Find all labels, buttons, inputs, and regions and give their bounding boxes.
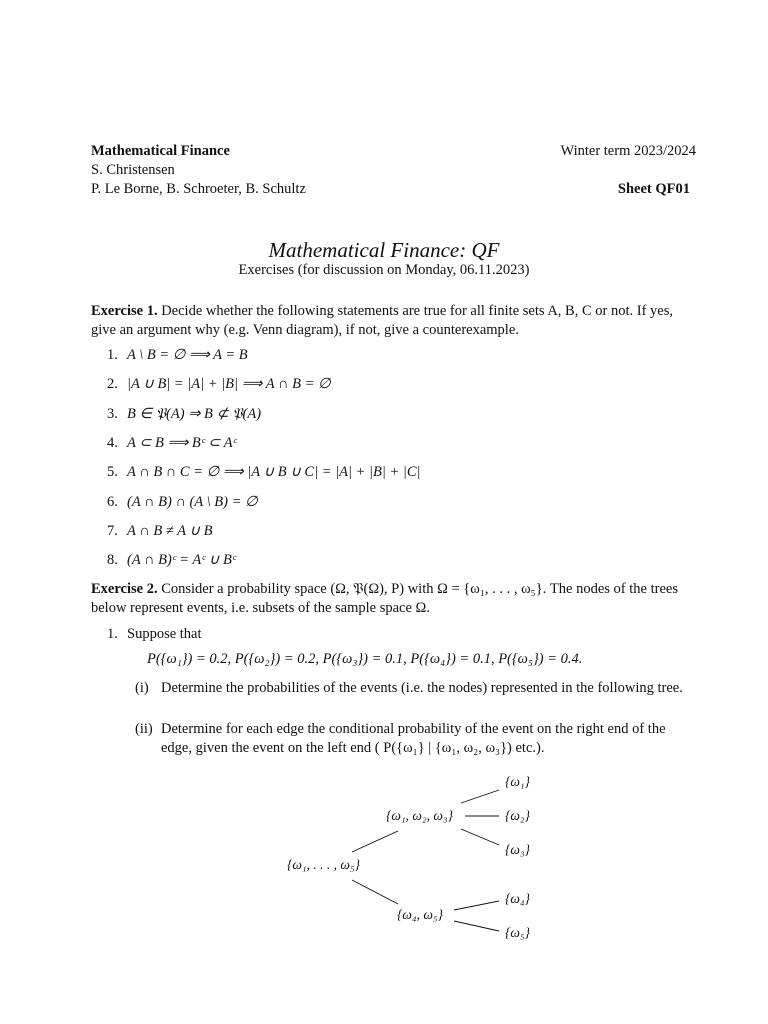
edge-root-lower <box>352 880 398 904</box>
exercise-2-text: Consider a probability space (Ω, 𝔓(Ω), P) with Ω = {ω₁, . . . , ω₅}. The nodes of the trees below represent events, i.e. subsets of the sample space Ω. <box>91 581 678 616</box>
tree-leaf-w5: {ω₅} <box>505 925 531 940</box>
exercise-1-item-4: 4. A ⊂ B ⟹ Bᶜ ⊂ Aᶜ <box>107 435 237 451</box>
page-title: Mathematical Finance: QF <box>268 238 500 262</box>
term-label: Winter term 2023/2024 <box>560 143 696 159</box>
exercise-1-item-6: 6. (A ∩ B) ∩ (A \ B) = ∅ <box>107 494 258 510</box>
exercise-2-part-1: 1. Suppose that <box>107 626 202 642</box>
exercise-1-item-7: 7. A ∩ B ≠ A ∪ B <box>107 523 213 539</box>
exercise-1-label: Exercise 1. <box>91 303 158 319</box>
tree-leaf-w4: {ω₄} <box>505 891 531 906</box>
edge-upper-w1 <box>461 790 499 803</box>
assistant-names: P. Le Borne, B. Schroeter, B. Schultz <box>91 181 306 197</box>
course-name: Mathematical Finance <box>91 143 230 159</box>
tree-root-node: {ω₁, . . . , ω₅} <box>287 857 360 872</box>
tree-node-lower: {ω₄, ω₅} <box>397 907 443 922</box>
tree-leaf-w3: {ω₃} <box>505 842 531 857</box>
lecturer-name: S. Christensen <box>91 162 175 178</box>
page-subtitle: Exercises (for discussion on Monday, 06.11.2023) <box>238 262 530 278</box>
tree-leaf-w1: {ω₁} <box>505 774 531 789</box>
sheet-label: Sheet QF01 <box>617 181 690 197</box>
exercise-1-item-3: 3. B ∈ 𝔓(A) ⇒ B ⊄ 𝔓(A) <box>107 406 262 422</box>
exercise-1-item-8: 8. (A ∩ B)ᶜ = Aᶜ ∪ Bᶜ <box>107 552 236 568</box>
exercise-1-item-2: 2. |A ∪ B| = |A| + |B| ⟹ A ∩ B = ∅ <box>107 376 331 392</box>
exercise-1-item-1: 1. A \ B = ∅ ⟹ A = B <box>107 347 248 363</box>
exercise-2-label: Exercise 2. <box>91 581 158 597</box>
subitem-i: (i) Determine the probabilities of the events (i.e. the nodes) represented in the following tree. <box>135 680 683 696</box>
edge-lower-w4 <box>454 901 499 910</box>
subitem-ii: (ii) Determine for each edge the conditional probability of the event on the right end of the edge, given the event on the left end ( P({ω₁} | {ω₁, ω₂, ω₃}) etc.). <box>135 721 666 756</box>
edge-upper-w3 <box>461 829 499 845</box>
probability-equation: P({ω₁}) = 0.2, P({ω₂}) = 0.2, P({ω₃}) = 0.1, P({ω₄}) = 0.1, P({ω₅}) = 0.4. <box>147 651 583 667</box>
exercise-1-item-5: 5. A ∩ B ∩ C = ∅ ⟹ |A ∪ B ∪ C| = |A| + |B| + |C| <box>107 464 421 480</box>
tree-node-upper: {ω₁, ω₂, ω₃} <box>386 808 453 823</box>
edge-root-upper <box>352 831 398 852</box>
edge-lower-w5 <box>454 921 499 931</box>
exercise-1-text: Decide whether the following statements are true for all finite sets A, B, C or not. If yes, give an argument why (e.g. Venn diagram), if not, give a counterexample. <box>91 303 673 338</box>
tree-leaf-w2: {ω₂} <box>505 808 531 823</box>
